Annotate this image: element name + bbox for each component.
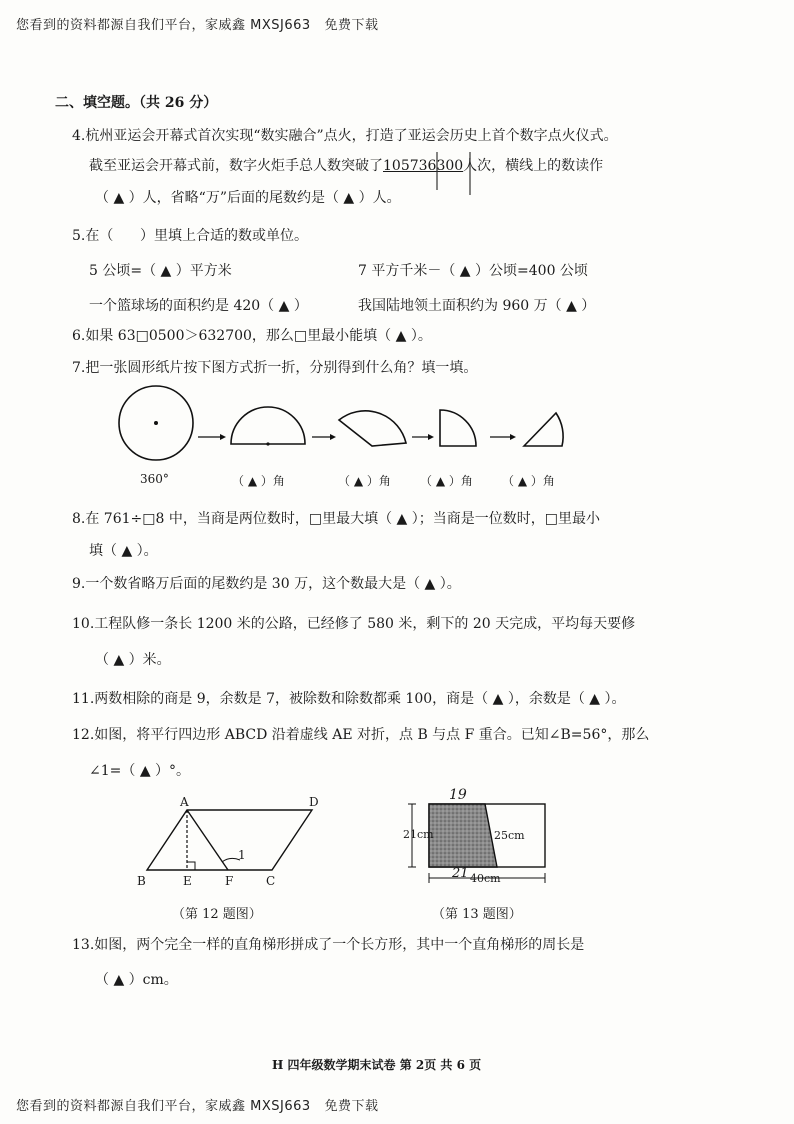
- q13-line2: （ ▲ ）cm。: [95, 972, 178, 988]
- q13-caption: （第 13 题图）: [432, 907, 522, 922]
- q7-label-1: （ ▲ ）角: [232, 474, 285, 488]
- q11-text: 11.两数相除的商是 9，余数是 7，被除数和除数都乘 100，商是（ ▲ ），余数是（ ▲ ）。: [72, 691, 626, 707]
- q12-label-A: A: [180, 795, 189, 809]
- q13-line1: 13.如图，两个完全一样的直角梯形拼成了一个长方形，其中一个直角梯形的周长是: [72, 937, 585, 953]
- q4-line2-a: 截至亚运会开幕式前，数字火炬手总人数突破了: [89, 158, 383, 174]
- q12-label-E: E: [183, 874, 192, 888]
- watermark-bottom: 您看到的资料都源自我们平台，家威鑫 MXSJ663 免费下载: [16, 1099, 379, 1114]
- q8-line2: 填（ ▲ ）。: [89, 543, 158, 559]
- q7-text: 7.把一张圆形纸片按下图方式折一折，分别得到什么角？填一填。: [72, 360, 478, 376]
- q13-handwritten-21: 21: [452, 866, 469, 881]
- q4-line1: 4.杭州亚运会开幕式首次实现“数实融合”点火，打造了亚运会历史上首个数字点火仪式。: [72, 128, 618, 144]
- q5-c: 一个篮球场的面积约是 420（ ▲ ）: [89, 298, 308, 314]
- q12-line2: ∠1=（ ▲ ）°。: [89, 763, 191, 779]
- section-title: 二、填空题。（共 26 分）: [55, 95, 218, 111]
- q6-text: 6.如果 63□0500＞632700，那么□里最小能填（ ▲ ）。: [72, 328, 432, 344]
- q8-line1: 8.在 761÷□8 中，当商是两位数时，□里最大填（ ▲ ）；当商是一位数时，□里最小: [72, 511, 600, 527]
- q13-width-label: 40cm: [470, 872, 501, 885]
- q12-label-D: D: [309, 795, 319, 809]
- q12-caption: （第 12 题图）: [172, 907, 262, 922]
- q10-line2: （ ▲ ）米。: [95, 652, 171, 668]
- q5-title: 5.在（ ）里填上合适的数或单位。: [72, 228, 309, 244]
- q13-slant-label: 25cm: [494, 829, 525, 842]
- q12-angle-label: 1: [238, 848, 246, 862]
- page-footer: H 四年级数学期末试卷 第 2页 共 6 页: [272, 1058, 482, 1072]
- q12-label-B: B: [137, 874, 146, 888]
- q10-line1: 10.工程队修一条长 1200 米的公路，已经修了 580 米，剩下的 20 天完成，平均每天要修: [72, 616, 636, 632]
- watermark-top: 您看到的资料都源自我们平台，家威鑫 MXSJ663 免费下载: [16, 18, 379, 33]
- q12-line1: 12.如图，将平行四边形 ABCD 沿着虚线 AE 对折，点 B 与点 F 重合。已知∠B=56°，那么: [72, 727, 650, 743]
- q4-number: 105736300: [383, 158, 464, 174]
- q13-handwritten-19: 19: [449, 787, 467, 803]
- q5-b: 7 平方千米－（ ▲ ）公顷=400 公顷: [358, 263, 588, 279]
- q12-label-C: C: [266, 874, 276, 888]
- q13-height-label: 21cm: [403, 828, 434, 841]
- q7-label-360: 360°: [140, 472, 169, 486]
- q12-label-F: F: [225, 874, 234, 888]
- q5-d: 我国陆地领土面积约为 960 万（ ▲ ）: [358, 298, 596, 314]
- q7-label-2: （ ▲ ）角: [338, 474, 391, 488]
- q4-line3: （ ▲ ）人，省略“万”后面的尾数约是（ ▲ ）人。: [95, 190, 401, 206]
- q9-text: 9.一个数省略万后面的尾数约是 30 万，这个数最大是（ ▲ ）。: [72, 576, 461, 592]
- q4-line2-b: 人次，横线上的数读作: [463, 158, 604, 174]
- q5-a: 5 公顷=（ ▲ ）平方米: [89, 263, 232, 279]
- q7-label-3: （ ▲ ）角: [420, 474, 473, 488]
- q7-label-4: （ ▲ ）角: [502, 474, 555, 488]
